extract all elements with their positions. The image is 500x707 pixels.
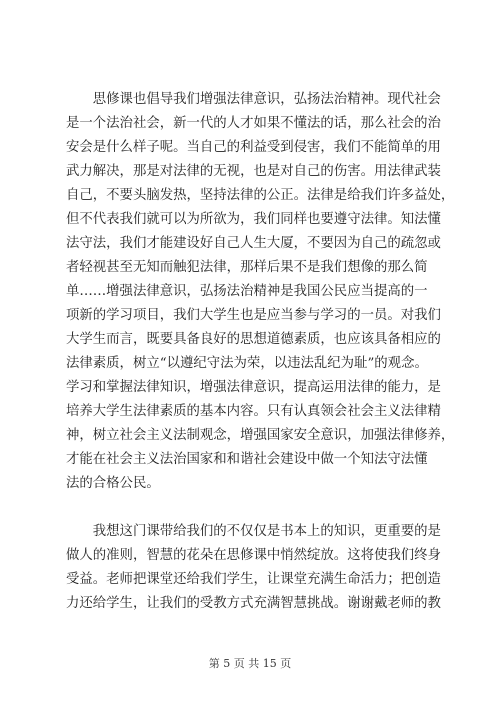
text-line: 法律素质，树立“以遵纪守法为荣，以违法乱纪为耻”的观念。 xyxy=(66,356,428,371)
text-line: 大学生而言，既要具备良好的思想道德素质，也应该具备相应的 xyxy=(66,332,441,347)
text-line: 武力解决，那是对法律的无视，也是对自己的伤害。用法律武装 xyxy=(66,164,441,179)
page-number-label: 第 5 页 共 15 页 xyxy=(208,657,292,670)
page-footer xyxy=(0,655,500,671)
text-line: 学习和掌握法律知识，增强法律意识，提高运用法律的能力，是 xyxy=(66,380,441,395)
text-line: 神，树立社会主义法制观念，增强国家安全意识，加强法律修养， xyxy=(66,428,455,443)
text-line: 我想这门课带给我们的不仅仅是书本上的知识，更重要的是 xyxy=(66,524,441,539)
text-line: 做人的准则，智慧的花朵在思修课中悄然绽放。这将使我们终身 xyxy=(66,548,441,563)
text-line: 但不代表我们就可以为所欲为，我们同样也要遵守法律。知法懂 xyxy=(66,212,441,227)
text-line: 才能在社会主义法治国家和和谐社会建设中做一个知法守法懂 xyxy=(66,452,428,467)
body-text xyxy=(66,88,455,616)
text-line: 单……增强法律意识，弘扬法治精神是我国公民应当提高的一 xyxy=(66,284,428,299)
text-line: 培养大学生法律素质的基本内容。只有认真领会社会主义法律精 xyxy=(66,404,441,419)
text-line: 法守法，我们才能建设好自己人生大厦，不要因为自己的疏忽或 xyxy=(66,236,441,251)
text-line: 者轻视甚至无知而触犯法律，那样后果不是我们想像的那么简 xyxy=(66,260,428,275)
text-line: 自己，不要头脑发热，坚持法律的公正。法律是给我们许多益处， xyxy=(66,188,455,203)
paragraph-2 xyxy=(66,520,441,616)
text-line: 法的合格公民。 xyxy=(66,476,160,491)
text-line: 受益。老师把课堂还给我们学生，让课堂充满生命活力；把创造 xyxy=(66,572,441,587)
text-line: 项新的学习项目，我们大学生也是应当参与学习的一员。对我们 xyxy=(66,308,441,323)
text-line: 思修课也倡导我们增强法律意识，弘扬法治精神。现代社会 xyxy=(66,92,441,107)
paragraph-1 xyxy=(66,88,455,496)
text-line: 力还给学生，让我们的受教方式充满智慧挑战。谢谢戴老师的教 xyxy=(66,596,441,611)
paragraph-spacer xyxy=(66,496,438,520)
text-line: 是一个法治社会，新一代的人才如果不懂法的话，那么社会的治 xyxy=(66,116,441,131)
text-line: 安会是什么样子呢。当自己的利益受到侵害，我们不能简单的用 xyxy=(66,140,441,155)
